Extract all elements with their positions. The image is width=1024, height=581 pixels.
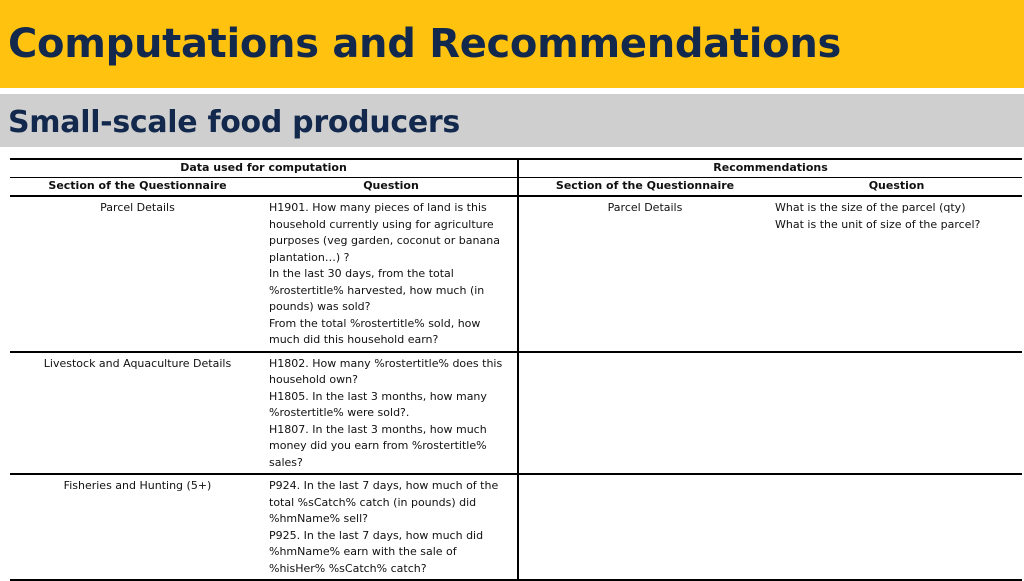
table-row <box>10 196 1022 352</box>
column-header-row <box>10 178 1022 197</box>
column-header-question: Question <box>265 178 518 197</box>
rec-question-cell <box>771 352 1022 475</box>
question-text: P924. In the last 7 days, how much of the total %sCatch% catch (in pounds) did %hmName% sell? <box>269 479 499 525</box>
page-title: Computations and Recommendations <box>8 21 841 67</box>
question-cell <box>265 196 518 352</box>
group-header-row <box>10 159 1022 178</box>
section-cell: Livestock and Aquaculture Details <box>10 352 265 475</box>
subtitle-bar <box>0 94 1024 147</box>
rec-question-cell <box>771 474 1022 580</box>
section-cell: Fisheries and Hunting (5+) <box>10 474 265 580</box>
question-text: H1805. In the last 3 months, how many %rostertitle% were sold?. <box>269 389 487 419</box>
rec-section-cell: Parcel Details <box>518 196 771 352</box>
question-text: P925. In the last 7 days, how much did %hmName% earn with the sale of %hisHer% %sCatch% catch? <box>269 528 484 575</box>
question-text: From the total %rostertitle% sold, how much did this household earn? <box>269 316 481 346</box>
rec-question-text: What is the size of the parcel (qty) <box>775 201 966 214</box>
question-text: H1901. How many pieces of land is this household currently using for agriculture purposes (veg garden, coconut or banana plantation…) ? <box>269 201 500 264</box>
computation-table <box>10 158 1022 581</box>
rec-section-cell <box>518 474 771 580</box>
question-text: In the last 30 days, from the total %rostertitle% harvested, how much (in pounds) was sold? <box>269 267 485 313</box>
question-text: H1807. In the last 3 months, how much money did you earn from %rostertitle% sales? <box>269 422 487 469</box>
question-cell <box>265 352 518 475</box>
rec-question-cell <box>771 196 1022 352</box>
rec-question-text: What is the unit of size of the parcel? <box>775 217 981 231</box>
question-cell <box>265 474 518 580</box>
title-bar <box>0 0 1024 88</box>
column-header-rec-question: Question <box>771 178 1022 197</box>
rec-section-cell <box>518 352 771 475</box>
question-text: H1802. How many %rostertitle% does this household own? <box>269 356 503 386</box>
table-row <box>10 474 1022 580</box>
column-header-rec-section: Section of the Questionnaire <box>518 178 771 197</box>
group-header-computation: Data used for computation <box>10 159 518 178</box>
page-subtitle: Small-scale food producers <box>8 105 460 140</box>
section-cell: Parcel Details <box>10 196 265 352</box>
column-header-section: Section of the Questionnaire <box>10 178 265 197</box>
table-row <box>10 352 1022 475</box>
group-header-recommendations: Recommendations <box>518 159 1022 178</box>
